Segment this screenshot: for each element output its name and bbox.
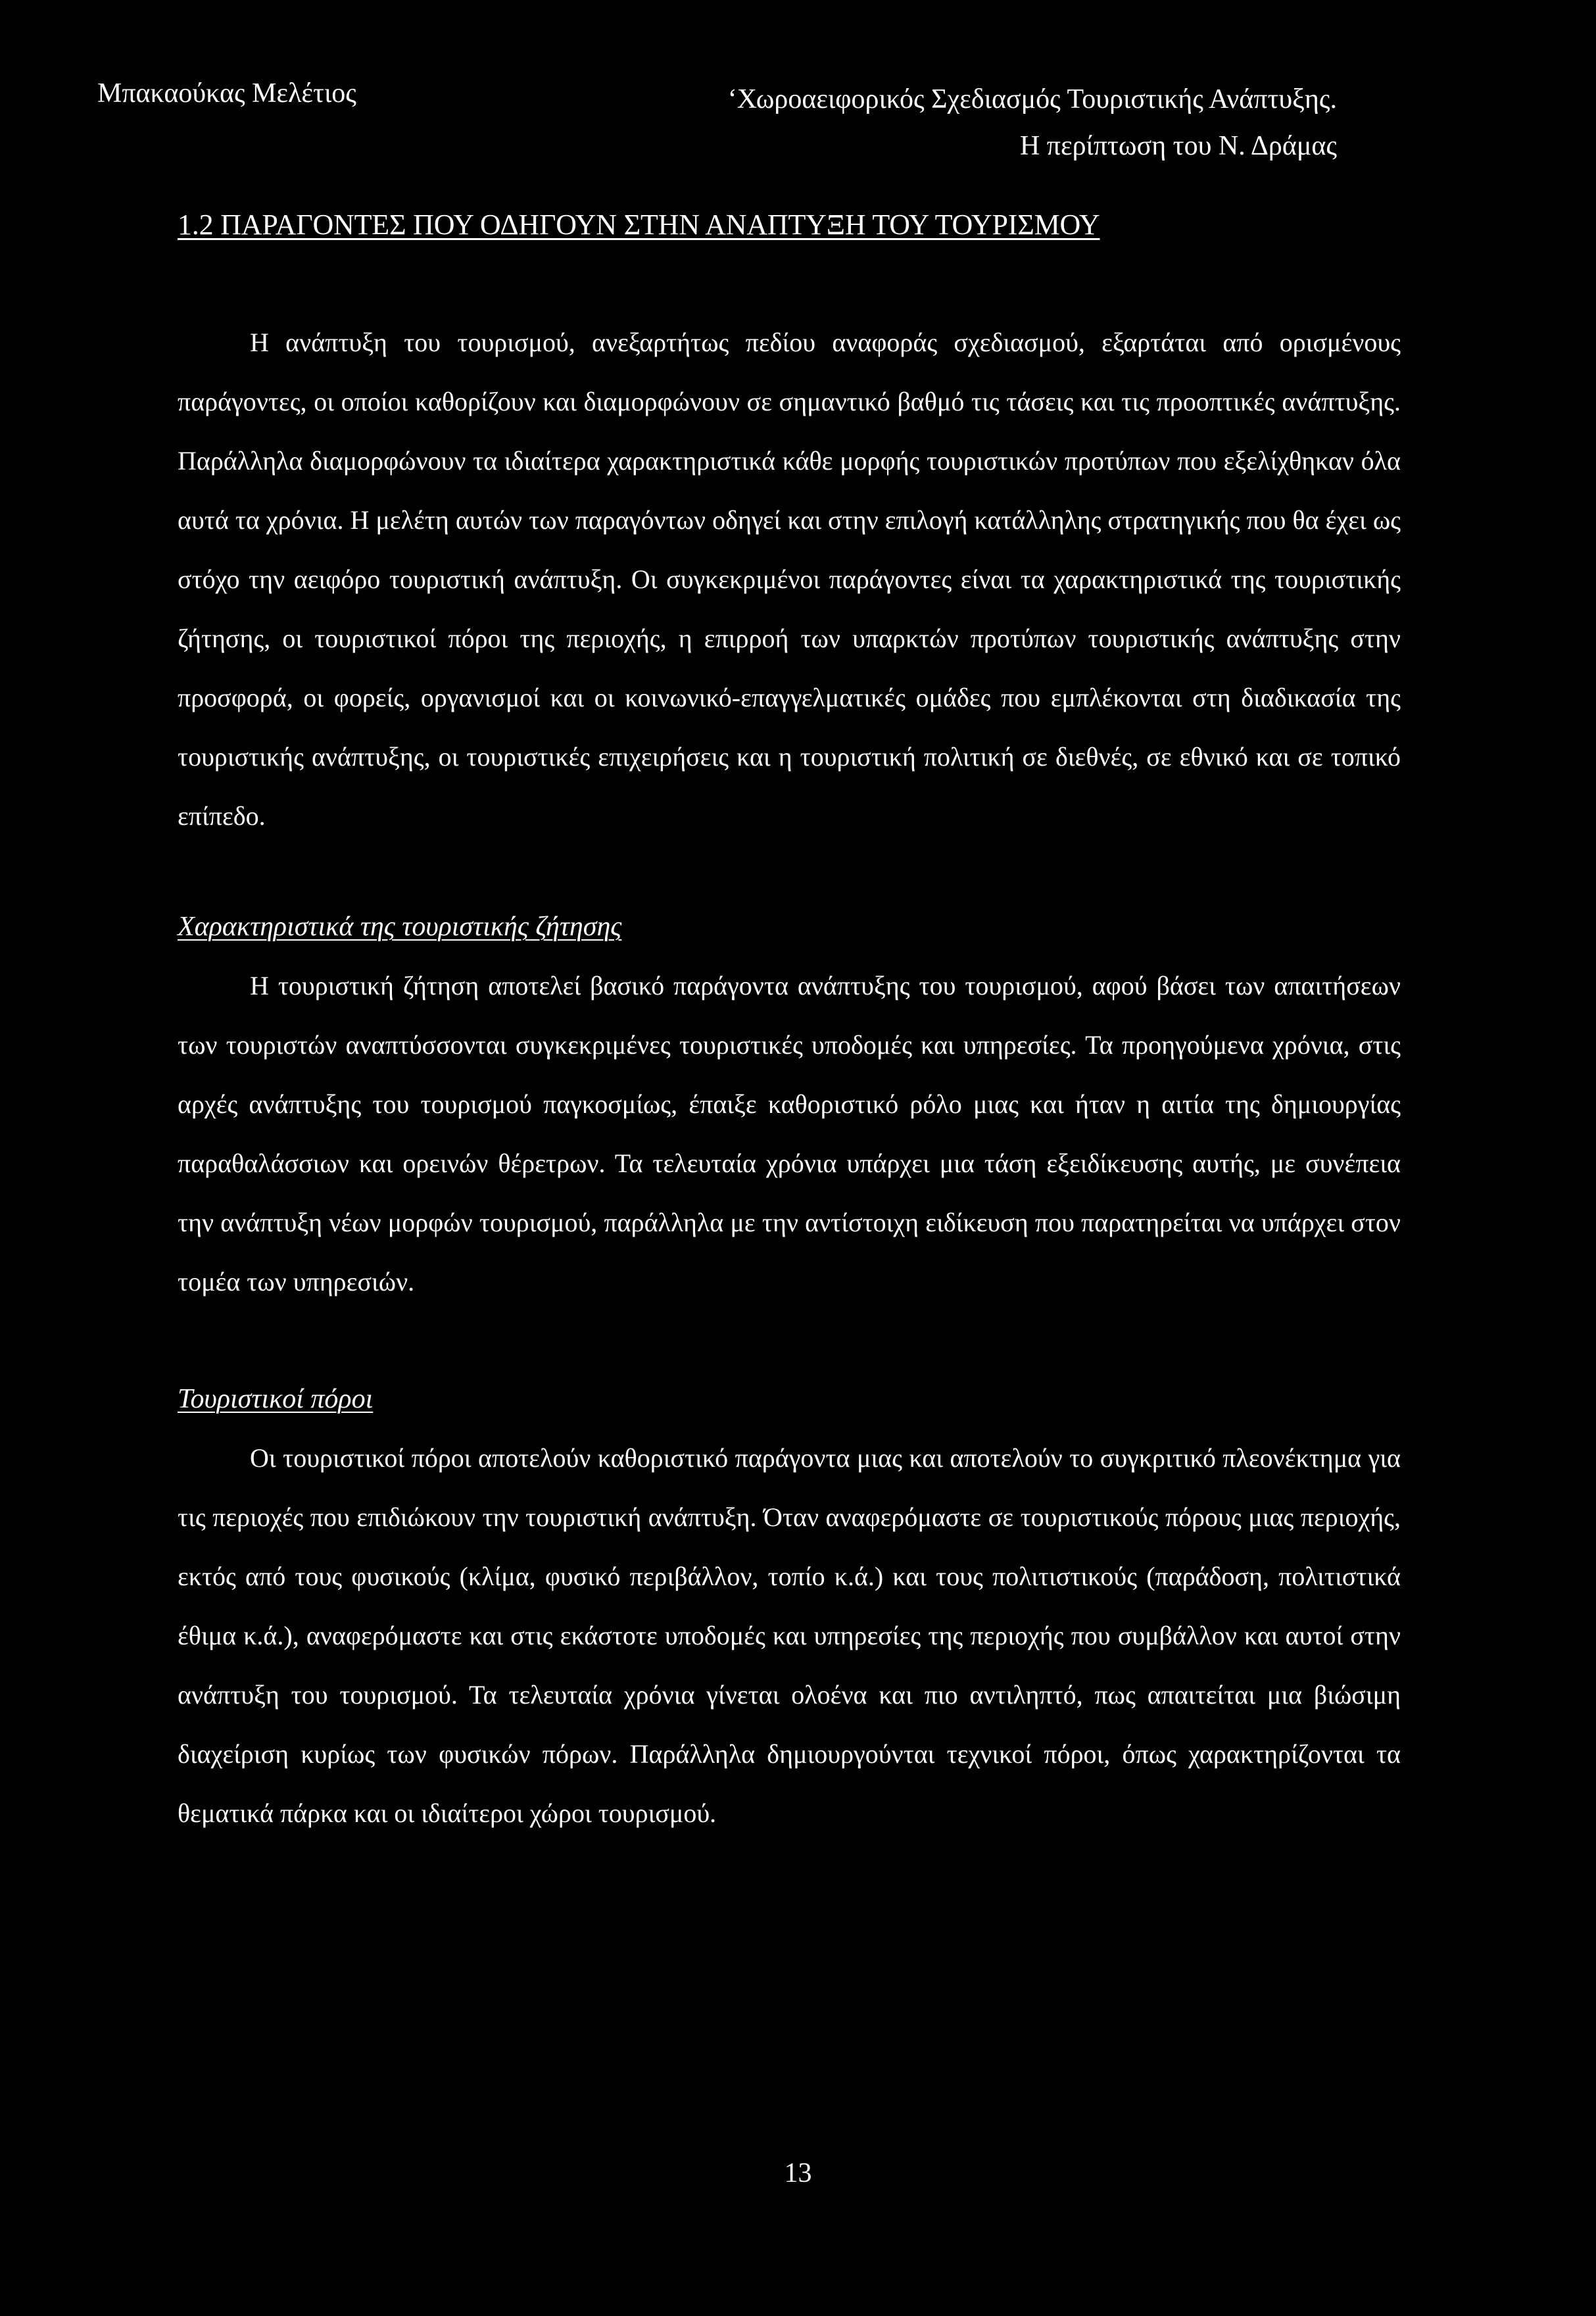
header-title-line-2: Η περίπτωση του Ν. Δράμας — [1019, 131, 1337, 161]
subheading-demand: Χαρακτηριστικά της τουριστικής ζήτησης — [178, 912, 622, 942]
page-number: 13 — [784, 2158, 812, 2188]
header-title-line-1: ‘Χωροαειφορικός Σχεδιασμός Τουριστικής Ανάπτυξης. — [727, 84, 1337, 114]
page-content — [178, 204, 1401, 1843]
header-author: Μπακαούκας Μελέτιος — [97, 78, 356, 109]
paragraph-resources: Οι τουριστικοί πόροι αποτελούν καθοριστικό παράγοντα μιας και αποτελούν το συγκριτικό πλεονέκτημα για τις περιοχές που επιδιώκουν την τουριστική ανάπτυξη. Όταν αναφερόμαστε σε τουριστικούς πόρους μιας περιοχής, εκτός από τους φυσικούς (κλίμα, φυσικό περιβάλλον, τοπίο κ.ά.) και τους πολιτιστικούς (παράδοση, πολιτιστικά έθιμα κ.ά.), αναφερόμαστε και στις εκάστοτε υποδομές και υπηρεσίες της περιοχής που συμβάλλον και αυτοί στην ανάπτυξη του τουρισμού. Τα τελευταία χρόνια γίνεται ολοένα και πιο αντιληπτό, πως απαιτείται μια βιώσιμη διαχείριση κυρίως των φυσικών πόρων. Παράλληλα δημιουργούνται τεχνικοί πόροι, όπως χαρακτηρίζονται τα θεματικά πάρκα και οι ιδιαίτεροι χώροι τουρισμού. — [178, 1443, 1401, 1828]
paragraph-demand: Η τουριστική ζήτηση αποτελεί βασικό παράγοντα ανάπτυξης του τουρισμού, αφού βάσει των απαιτήσεων των τουριστών αναπτύσσονται συγκεκριμένες τουριστικές υποδομές και υπηρεσίες. Τα προηγούμενα χρόνια, στις αρχές ανάπτυξης του τουρισμού παγκοσμίως, έπαιξε καθοριστικό ρόλο μιας και ήταν η αιτία της δημιουργίας παραθαλάσσιων και ορεινών θέρετρων. Τα τελευταία χρόνια υπάρχει μια τάση εξειδίκευσης αυτής, με συνέπεια την ανάπτυξη νέων μορφών τουρισμού, παράλληλα με την αντίστοιχη ειδίκευση που παρατηρείται να υπάρχει στον τομέα των υπηρεσιών. — [178, 971, 1401, 1296]
subheading-resources: Τουριστικοί πόροι — [178, 1384, 374, 1414]
header-title — [589, 76, 1337, 170]
intro-paragraph: Η ανάπτυξη του τουρισμού, ανεξαρτήτως πεδίου αναφοράς σχεδιασμού, εξαρτάται από ορισμένους παράγοντες, οι οποίοι καθορίζουν και διαμορφώνουν σε σημαντικό βαθμό τις τάσεις και τις προοπτικές ανάπτυξης. Παράλληλα διαμορφώνουν τα ιδιαίτερα χαρακτηριστικά κάθε μορφής τουριστικών προτύπων που εξελίχθηκαν όλα αυτά τα χρόνια. Η μελέτη αυτών των παραγόντων οδηγεί και στην επιλογή κατάλληλης στρατηγικής που θα έχει ως στόχο την αειφόρο τουριστική ανάπτυξη. Οι συγκεκριμένοι παράγοντες είναι τα χαρακτηριστικά της τουριστικής ζήτησης, οι τουριστικοί πόροι της περιοχής, η επιρροή των υπαρκτών προτύπων τουριστικής ανάπτυξης στην προσφορά, οι φορείς, οργανισμοί και οι κοινωνικό-επαγγελματικές ομάδες που εμπλέκονται στη διαδικασία της τουριστικής ανάπτυξης, οι τουριστικές επιχειρήσεις και η τουριστική πολιτική σε διεθνές, σε εθνικό και σε τοπικό επίπεδο. — [178, 328, 1401, 831]
section-title: 1.2 ΠΑΡΑΓΟΝΤΕΣ ΠΟΥ ΟΔΗΓΟΥΝ ΣΤΗΝ ΑΝΑΠΤΥΞΗ ΤΟΥ ΤΟΥΡΙΣΜΟΥ — [178, 209, 1100, 241]
